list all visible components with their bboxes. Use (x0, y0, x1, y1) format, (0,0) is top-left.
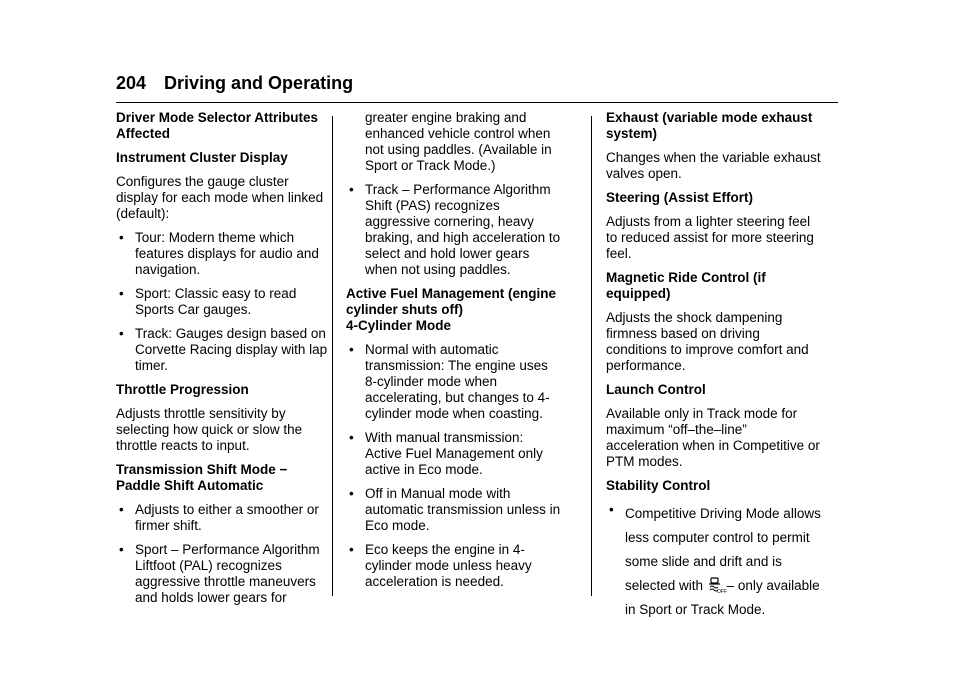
column-divider (591, 116, 592, 596)
list-item (346, 342, 562, 422)
paragraph: Configures the gauge cluster display for each mode when linked (default): (116, 174, 324, 221)
bullet: • (119, 502, 124, 517)
list-item (116, 542, 332, 606)
paragraph: Adjusts the shock dampening firmness based on driving conditions to improve comfort and performance. (606, 310, 809, 373)
heading-magnetic-ride: Magnetic Ride Control (if equipped) (606, 270, 766, 301)
bullet: • (349, 342, 354, 357)
page-header (116, 70, 838, 103)
list-item-text: Sport – Performance Algorithm Liftfoot (PAL) recognizes aggressive throttle maneuvers and holds lower gears for (135, 542, 320, 605)
heading-steering: Steering (Assist Effort) (606, 190, 754, 205)
list-item (346, 542, 562, 590)
list-item-text: Eco keeps the engine in 4-cylinder mode unless heavy acceleration is needed. (365, 542, 532, 589)
list-item-text: Adjusts to either a smoother or firmer shift. (135, 502, 319, 533)
list-item-text: Track: Gauges design based on Corvette Racing display with lap timer. (135, 326, 328, 373)
list-item (606, 502, 822, 622)
column-right (606, 110, 822, 630)
paragraph: Changes when the variable exhaust valves open. (606, 150, 821, 181)
list-item (346, 486, 562, 534)
heading-throttle: Throttle Progression (116, 382, 249, 397)
heading-attributes: Driver Mode Selector Attributes Affected (116, 110, 319, 141)
list-item-continued: greater engine braking and enhanced vehicle control when not using paddles. (Available in Sport or Track Mode.) (365, 110, 552, 173)
list-item (116, 502, 332, 534)
list-item (346, 430, 562, 478)
heading-exhaust: Exhaust (variable mode exhaust system) (606, 110, 813, 141)
list-item-text: Sport: Classic easy to read Sports Car gauges. (135, 286, 297, 317)
svg-text:OFF: OFF (716, 589, 727, 595)
heading-4-cylinder: 4-Cylinder Mode (346, 318, 452, 333)
bullet: • (349, 486, 354, 501)
list-item-text: – only available in Sport or Track Mode. (625, 578, 820, 617)
bullet: • (609, 502, 614, 517)
heading-transmission: Transmission Shift Mode − Paddle Shift Automatic (116, 462, 288, 493)
heading-stability-control: Stability Control (606, 478, 711, 493)
bullet: • (349, 542, 354, 557)
bullet: • (119, 326, 124, 341)
section-title: Driving and Operating (164, 73, 354, 93)
bullet: • (119, 542, 124, 557)
paragraph: Adjusts throttle sensitivity by selecting how quick or slow the throttle reacts to input. (116, 406, 303, 453)
list-item (116, 230, 332, 278)
traction-control-off-icon (708, 577, 727, 595)
page-number: 204 (116, 73, 147, 93)
paragraph: Available only in Track mode for maximum “off–the–line” acceleration when in Competitive or PTM modes. (606, 406, 820, 469)
bullet: • (349, 182, 354, 197)
list-item-text: Off in Manual mode with automatic transmission unless in Eco mode. (365, 486, 561, 533)
list-item-text: Track – Performance Algorithm Shift (PAS) recognizes aggressive cornering, heavy braking, and high acceleration to select and hold lower gears when not using paddles. (365, 182, 561, 277)
heading-instrument-cluster: Instrument Cluster Display (116, 150, 288, 165)
column-divider (332, 116, 333, 596)
list-item-text: Normal with automatic transmission: The engine uses 8-cylinder mode when accelerating, but changes to 4-cylinder mode when coasting. (365, 342, 550, 421)
list-item (116, 286, 332, 318)
bullet: • (349, 430, 354, 445)
heading-afm: Active Fuel Management (engine cylinder shuts off) (346, 286, 557, 317)
paragraph: Adjusts from a lighter steering feel to reduced assist for more steering feel. (606, 214, 814, 261)
list-item (346, 182, 562, 278)
column-middle (346, 110, 562, 598)
list-item-text: Competitive Driving Mode allows less computer control to permit some slide and drift and is selected with (625, 506, 821, 593)
bullet: • (119, 286, 124, 301)
list-item-text: Tour: Modern theme which features displays for audio and navigation. (135, 230, 319, 277)
list-item (116, 326, 332, 374)
heading-launch-control: Launch Control (606, 382, 706, 397)
list-item-text: With manual transmission: Active Fuel Management only active in Eco mode. (365, 430, 543, 477)
column-left (116, 110, 332, 614)
bullet: • (119, 230, 124, 245)
